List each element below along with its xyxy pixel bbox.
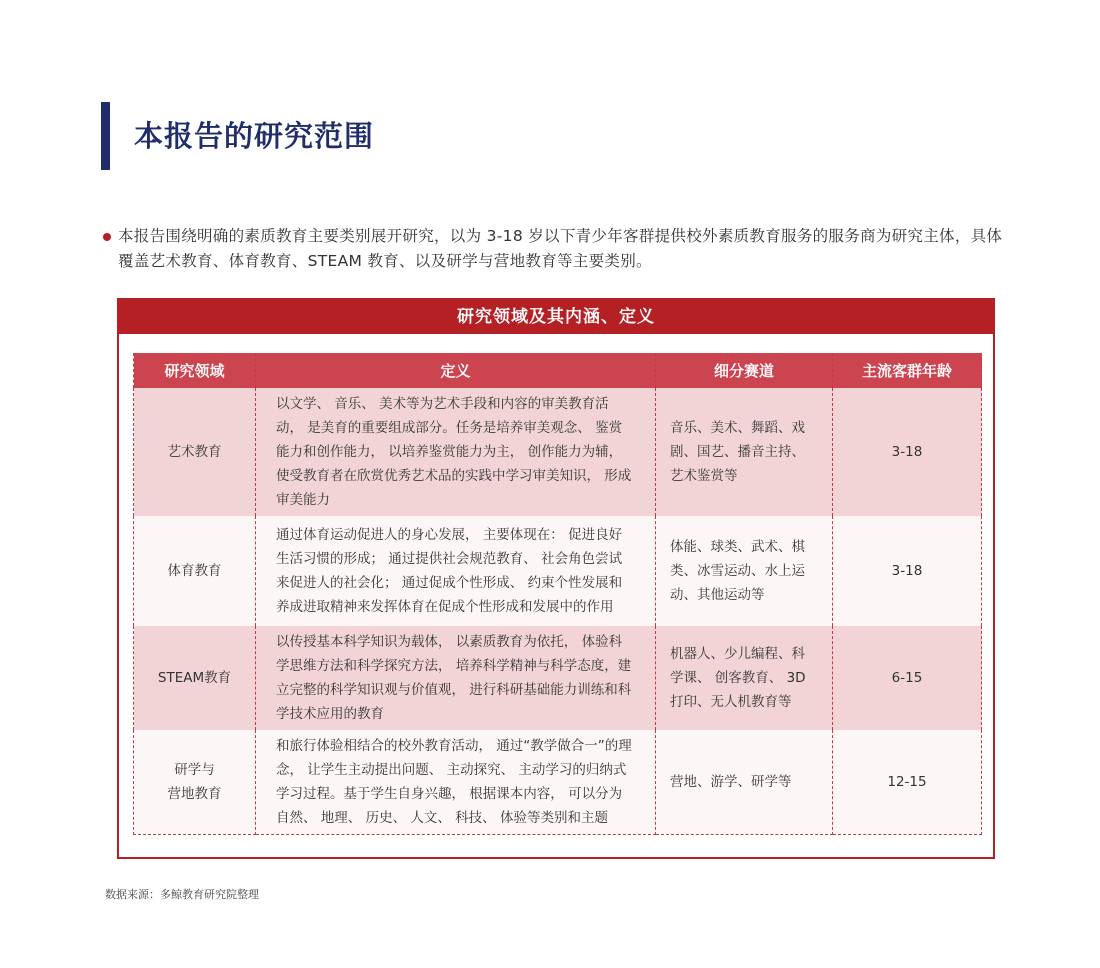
age-cell: 3-18 [833, 516, 982, 626]
column-header-definition: 定义 [256, 353, 656, 388]
tracks-cell: 营地、游学、研学等 [656, 730, 833, 834]
field-cell [134, 730, 256, 834]
field-cell [134, 388, 256, 516]
definition-cell: 以传授基本科学知识为载体， 以素质教育为依托， 体验科学思维方法和科学探究方法， 培养科学精神与科学态度，建立完整的科学知识观与价值观， 进行科研基础能力训练和科学技术应用的教育 [256, 626, 656, 730]
field-cell [134, 516, 256, 626]
page-title: 本报告的研究范围 [134, 119, 375, 153]
age-cell: 12-15 [833, 730, 982, 834]
column-header-age: 主流客群年龄 [833, 353, 982, 388]
age-cell: 3-18 [833, 388, 982, 516]
field-name-line-2: 营地教育 [167, 785, 222, 802]
tracks-cell: 机器人、少儿编程、科学课、 创客教育、 3D打印、无人机教育等 [656, 626, 833, 730]
tracks-cell: 音乐、美术、舞蹈、戏剧、国艺、播音主持、艺术鉴赏等 [656, 388, 833, 516]
research-scope-table [133, 353, 982, 835]
table-row [134, 730, 982, 834]
intro-paragraph [103, 224, 1003, 274]
definition-cell: 通过体育运动促进人的身心发展， 主要体现在： 促进良好生活习惯的形成； 通过提供社会规范教育、 社会角色尝试来促进人的社会化； 通过促成个性形成、 约束个性发展和养成进取精神来发挥体育在促成个性形成和发展中的作用 [256, 516, 656, 626]
tracks-cell: 体能、球类、武术、棋类、冰雪运动、水上运动、其他运动等 [656, 516, 833, 626]
title-accent-bar [101, 102, 110, 170]
intro-text: 本报告围绕明确的素质教育主要类别展开研究，以为 3-18 岁以下青少年客群提供校外素质教育服务的服务商为研究主体，具体覆盖艺术教育、体育教育、STEAM 教育、以及研学与营地教育等主要类别。 [118, 227, 1003, 270]
definition-cell: 和旅行体验相结合的校外教育活动， 通过“教学做合一”的理念， 让学生主动提出问题、 主动探究、 主动学习的归纳式学习过程。基于学生自身兴趣， 根据课本内容， 可以分为自然、 地理、 历史、 人文、 科技、 体验等类别和主题 [256, 730, 656, 834]
table-row [134, 516, 982, 626]
field-cell [134, 626, 256, 730]
field-name: 体育教育 [167, 563, 222, 579]
table-row [134, 388, 982, 516]
field-name: STEAM教育 [157, 670, 232, 686]
research-scope-table-frame [117, 298, 995, 859]
table-title: 研究领域及其内涵、定义 [119, 300, 993, 334]
bullet-dot-icon [103, 233, 111, 241]
data-source-note: 数据来源：多鲸教育研究院整理 [105, 888, 259, 901]
column-header-tracks: 细分赛道 [656, 353, 833, 388]
field-name: 艺术教育 [167, 444, 222, 460]
definition-cell: 以文学、 音乐、 美术等为艺术手段和内容的审美教育活动， 是美育的重要组成部分。任务是培养审美观念、 鉴赏能力和创作能力， 以培养鉴赏能力为主， 创作能力为辅，使受教育者在欣赏优秀艺术品的实践中学习审美知识， 形成审美能力 [256, 388, 656, 516]
age-cell: 6-15 [833, 626, 982, 730]
column-header-field: 研究领域 [134, 353, 256, 388]
table-row [134, 626, 982, 730]
field-name-line-1: 研学与 [174, 761, 215, 778]
table-header-row [134, 353, 982, 388]
